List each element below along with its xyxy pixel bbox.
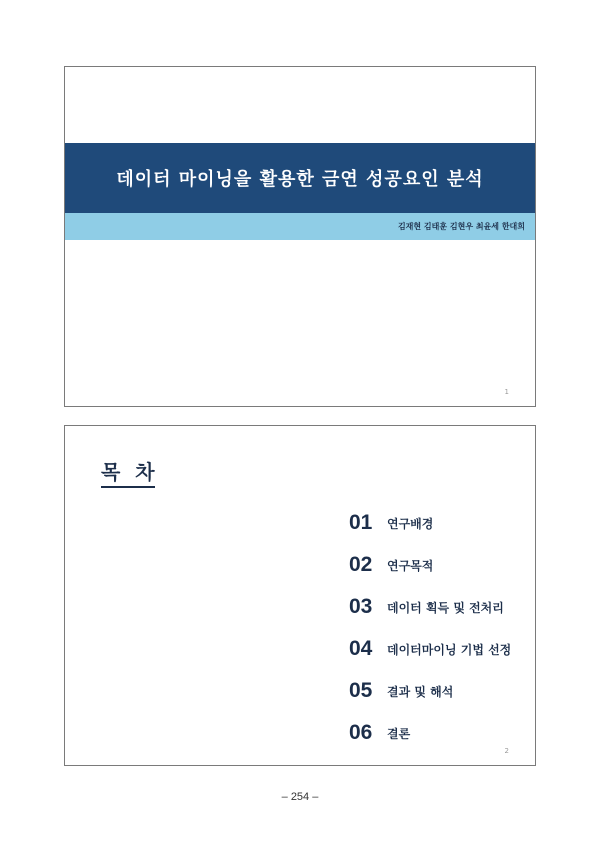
slide-number: 1 <box>504 388 509 396</box>
toc-item-number: 01 <box>349 511 373 534</box>
slide-number: 2 <box>504 747 509 755</box>
toc-item-label: 결과 및 해석 <box>387 684 454 699</box>
toc-item <box>349 628 511 670</box>
title-band <box>65 143 535 213</box>
author-band <box>65 213 535 240</box>
toc-item-label: 결론 <box>387 726 411 741</box>
toc-list <box>349 502 511 754</box>
page-number-footer: – 254 – <box>281 791 319 803</box>
toc-item <box>349 586 511 628</box>
toc-item-number: 05 <box>349 679 373 702</box>
toc-item-number: 06 <box>349 721 373 744</box>
toc-item-number: 03 <box>349 595 373 618</box>
toc-item-number: 02 <box>349 553 373 576</box>
toc-item <box>349 712 511 754</box>
toc-title: 목 차 <box>101 456 159 485</box>
slide-table-of-contents <box>64 425 536 766</box>
toc-item-label: 데이터마이닝 기법 선정 <box>387 642 512 657</box>
toc-item-label: 연구목적 <box>387 558 434 573</box>
authors: 김재현 김태훈 김현우 최윤세 한대희 <box>397 221 525 231</box>
toc-item <box>349 544 511 586</box>
toc-item <box>349 670 511 712</box>
toc-item <box>349 502 511 544</box>
toc-item-label: 연구배경 <box>387 516 434 531</box>
slide-title: 데이터 마이닝을 활용한 금연 성공요인 분석 <box>116 169 484 190</box>
toc-item-label: 데이터 획득 및 전처리 <box>387 600 504 615</box>
toc-item-number: 04 <box>349 637 373 660</box>
slide-title-page <box>64 66 536 407</box>
